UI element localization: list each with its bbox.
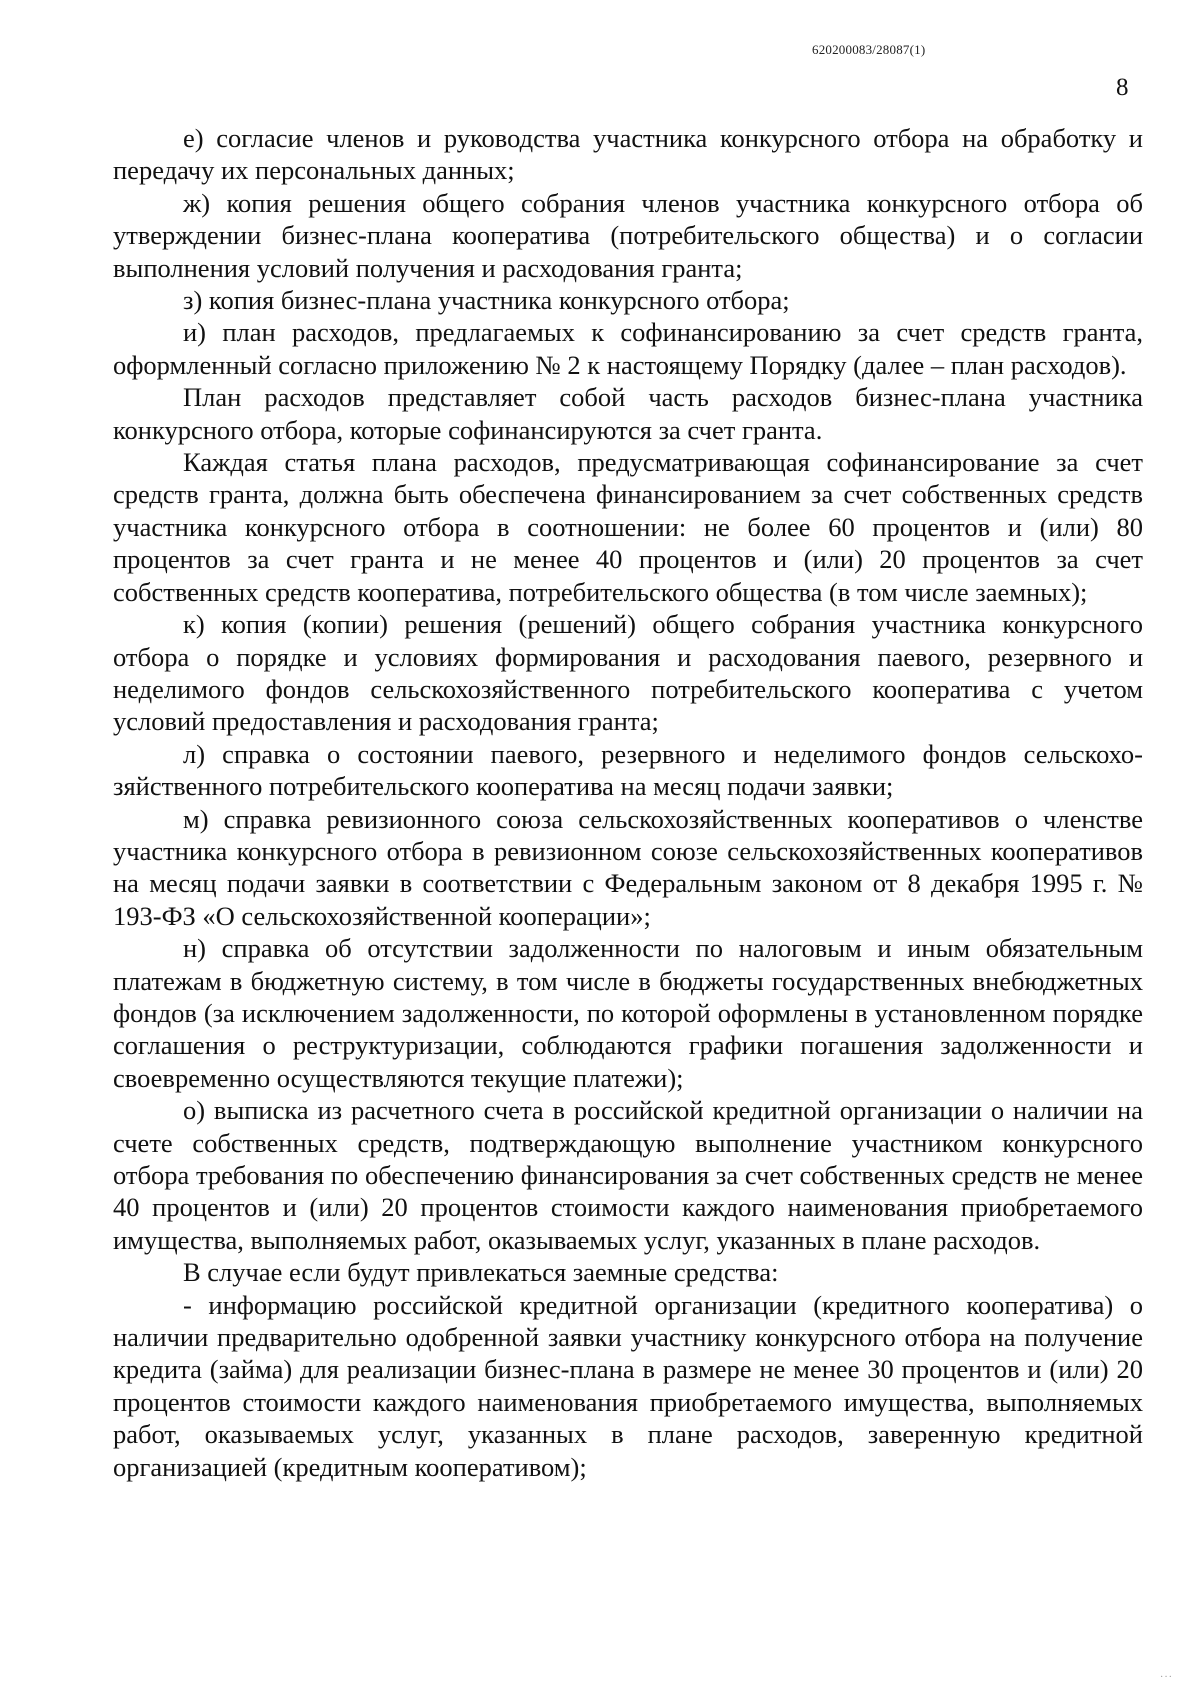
paragraph-l: л) справка о состоянии паевого, резервного и неделимого фондов сельскохозяйственного потребительского кооператива на месяц подачи заявки; [113, 738, 1143, 802]
paragraph-i: и) план расходов, предлагаемых к софинансированию за счет средств гранта, оформленный согласно приложению № 2 к настоящему Порядку (далее – план расходов). [113, 317, 1143, 380]
paragraph-o: о) выписка из расчетного счета в российской кредитной организации о наличии на счете собственных средств, подтверждающую выполнение участником конкурсного отбора требования по обеспечению финансирования за счет собственных средств не менее 40 процентов и (или) 20 процентов стоимости каждого наименования приобретаемого имущества, выполняемых работ, оказываемых услуг, указанных в плане расходов. [113, 1095, 1143, 1255]
paragraph-borrowed-funds: В случае если будут привлекаться заемные средства: [183, 1257, 779, 1288]
paragraph-z: з) копия бизнес-плана участника конкурсного отбора; [183, 285, 790, 316]
paragraph-zh: ж) копия решения общего собрания членов участника конкурсного отбора об утверждении бизнес-плана кооператива (потребительского общества) и о согласии выполнения условий получения и расходования гранта; [113, 187, 1143, 283]
scan-artifact: ··· [1160, 1672, 1173, 1683]
paragraph-expense-items: Каждая статья плана расходов, предусматривающая софинансирование за счет средств гранта, должна быть обеспечена финансированием за счет собственных средств участника конкурсного отбора в соотношении: не более 60 процентов и (или) 80 процентов за счет гранта и не менее 40 процентов и (или) 20 процентов за счет собственных средств кооператива, потребительского общества (в том числе заемных); [113, 447, 1143, 607]
paragraph-k: к) копия (копии) решения (решений) общего собрания участника конкурсного отбора о порядке и условиях формирования и расходования паевого, резервного и неделимого фондов сельскохозяйственного потребительского кооператива с учетом условий предоставления и расходования гранта; [113, 609, 1143, 737]
paragraph-n: н) справка об отсутствии задолженности по налоговым и иным обязательным платежам в бюджетную систему, в том числе в бюджеты государственных внебюджетных фондов (за исключением задолженности, по которой оформлены в установленном порядке соглашения о реструктуризации, соблюдаются графики погашения задолженности и своевременно осуществляются текущие платежи); [113, 933, 1143, 1093]
paragraph-m: м) справка ревизионного союза сельскохозяйственных кооперативов о членстве участника конкурсного отбора в ревизионном союзе сельскохозяйственных кооперативов на месяц подачи заявки в соответствии с Федеральным законом от 8 декабря 1995 г. № 193-ФЗ «О сельскохозяйственной кооперации»; [113, 803, 1143, 931]
paragraph-expense-plan: План расходов представляет собой часть расходов бизнес-плана участника конкурсного отбора, которые софинансируются за счет гранта. [113, 382, 1143, 445]
paragraph-credit-info: - информацию российской кредитной организации (кредитного кооператива) о наличии предварительно одобренной заявки участнику конкурсного отбора на получение кредита (займа) для реализации бизнес-плана в размере не менее 30 процентов и (или) 20 процентов стоимости каждого наименования приобретаемого имущества, выполняемых работ, оказываемых услуг, указанных в плане расходов, заверенную кредитной организацией (кредитным кооперативом); [113, 1289, 1143, 1482]
document-body [113, 122, 1143, 1483]
page-number: 8 [1116, 74, 1129, 101]
document-id: 620200083/28087(1) [812, 42, 926, 57]
paragraph-e: е) согласие членов и руководства участника конкурсного отбора на обработку и передачу их персональных данных; [113, 123, 1143, 186]
